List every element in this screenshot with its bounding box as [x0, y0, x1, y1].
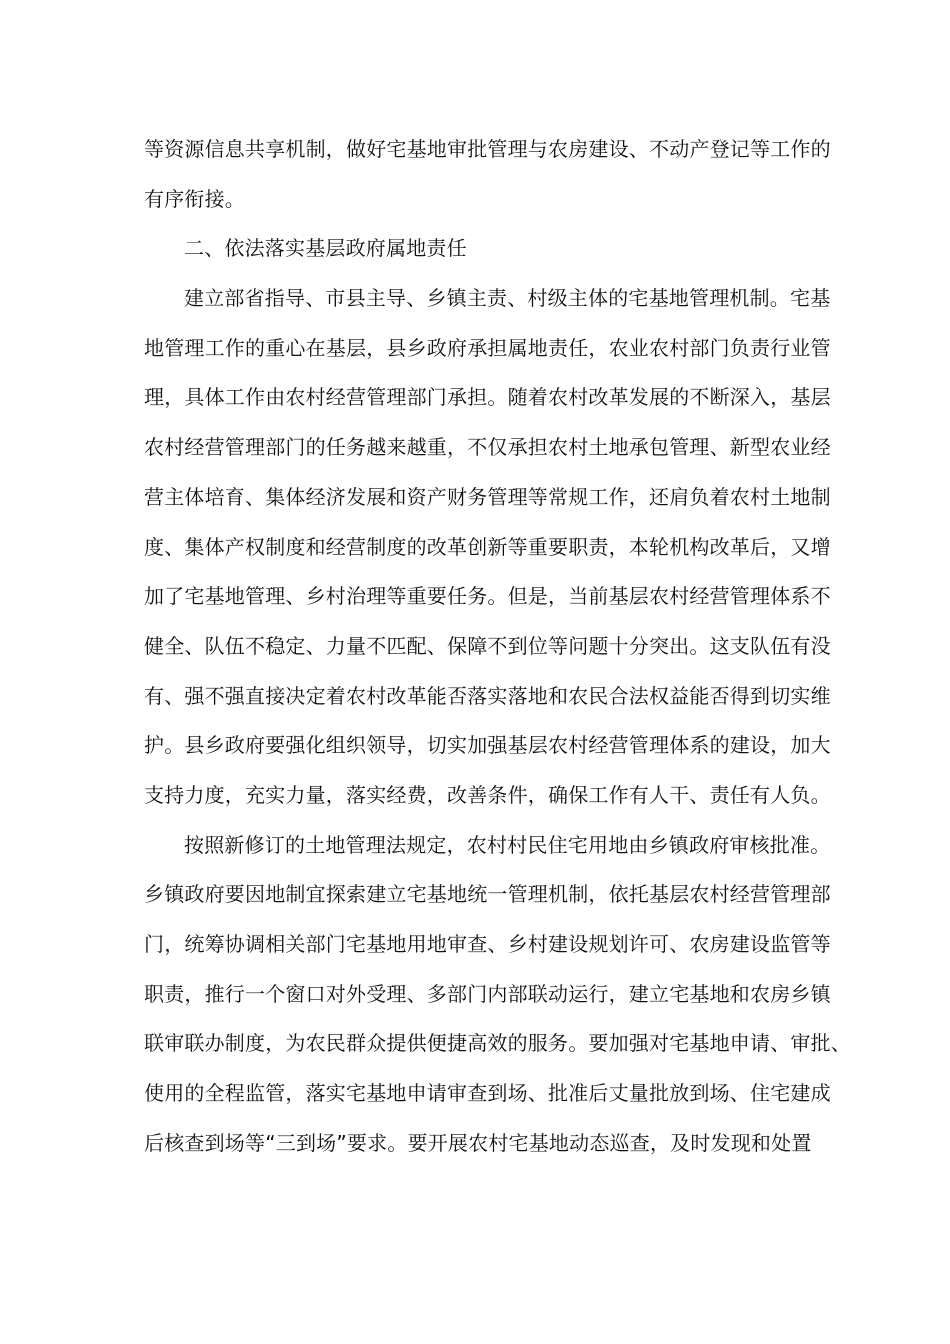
- body-line-12: 有、强不强直接决定着农村改革能否落实落地和农民合法权益能否得到切实维: [144, 683, 831, 708]
- body-line-6: 理，具体工作由农村经营管理部门承担。随着农村改革发展的不断深入，基层: [144, 385, 831, 410]
- section-heading: 二、依法落实基层政府属地责任: [184, 236, 467, 261]
- body-line-11: 健全、队伍不稳定、力量不匹配、保障不到位等问题十分突出。这支队伍有没: [144, 633, 831, 658]
- body-line-16: 乡镇政府要因地制宜探索建立宅基地统一管理机制，依托基层农村经营管理部: [144, 882, 831, 907]
- body-line-10: 加了宅基地管理、乡村治理等重要任务。但是，当前基层农村经营管理体系不: [144, 584, 831, 609]
- body-line-17: 门，统筹协调相关部门宅基地用地审查、乡村建设规划许可、农房建设监管等: [144, 932, 831, 956]
- body-line-7: 农村经营管理部门的任务越来越重，不仅承担农村土地承包管理、新型农业经: [144, 435, 831, 460]
- body-line-21: 后核查到场等“三到场”要求。要开展农村宅基地动态巡查，及时发现和处置: [144, 1130, 812, 1155]
- body-line-8: 营主体培育、集体经济发展和资产财务管理等常规工作，还肩负着农村土地制: [144, 484, 831, 509]
- body-line-14: 支持力度，充实力量，落实经费，改善条件，确保工作有人干、责任有人负。: [144, 782, 831, 807]
- paragraph-start-line: 按照新修订的土地管理法规定，农村村民住宅用地由乡镇政府审核批准。: [184, 832, 831, 857]
- body-line-9: 度、集体产权制度和经营制度的改革创新等重要职责，本轮机构改革后，又增: [144, 534, 831, 559]
- body-line-5: 地管理工作的重心在基层，县乡政府承担属地责任，农业农村部门负责行业管: [144, 335, 831, 360]
- body-line-19: 联审联办制度，为农民群众提供便捷高效的服务。要加强对宅基地申请、审批、: [144, 1031, 851, 1056]
- body-line-1: 等资源信息共享机制，做好宅基地审批管理与农房建设、不动产登记等工作的: [144, 137, 831, 161]
- paragraph-start-line: 建立部省指导、市县主导、乡镇主责、村级主体的宅基地管理机制。宅基: [184, 286, 831, 311]
- body-line-20: 使用的全程监管，落实宅基地申请审查到场、批准后丈量批放到场、住宅建成: [144, 1081, 831, 1106]
- body-line-13: 护。县乡政府要强化组织领导，切实加强基层农村经营管理体系的建设，加大: [144, 733, 831, 758]
- document-body: [144, 125, 851, 1168]
- body-line-18: 职责，推行一个窗口对外受理、多部门内部联动运行，建立宅基地和农房乡镇: [144, 981, 831, 1006]
- body-line-2: 有序衔接。: [144, 186, 245, 211]
